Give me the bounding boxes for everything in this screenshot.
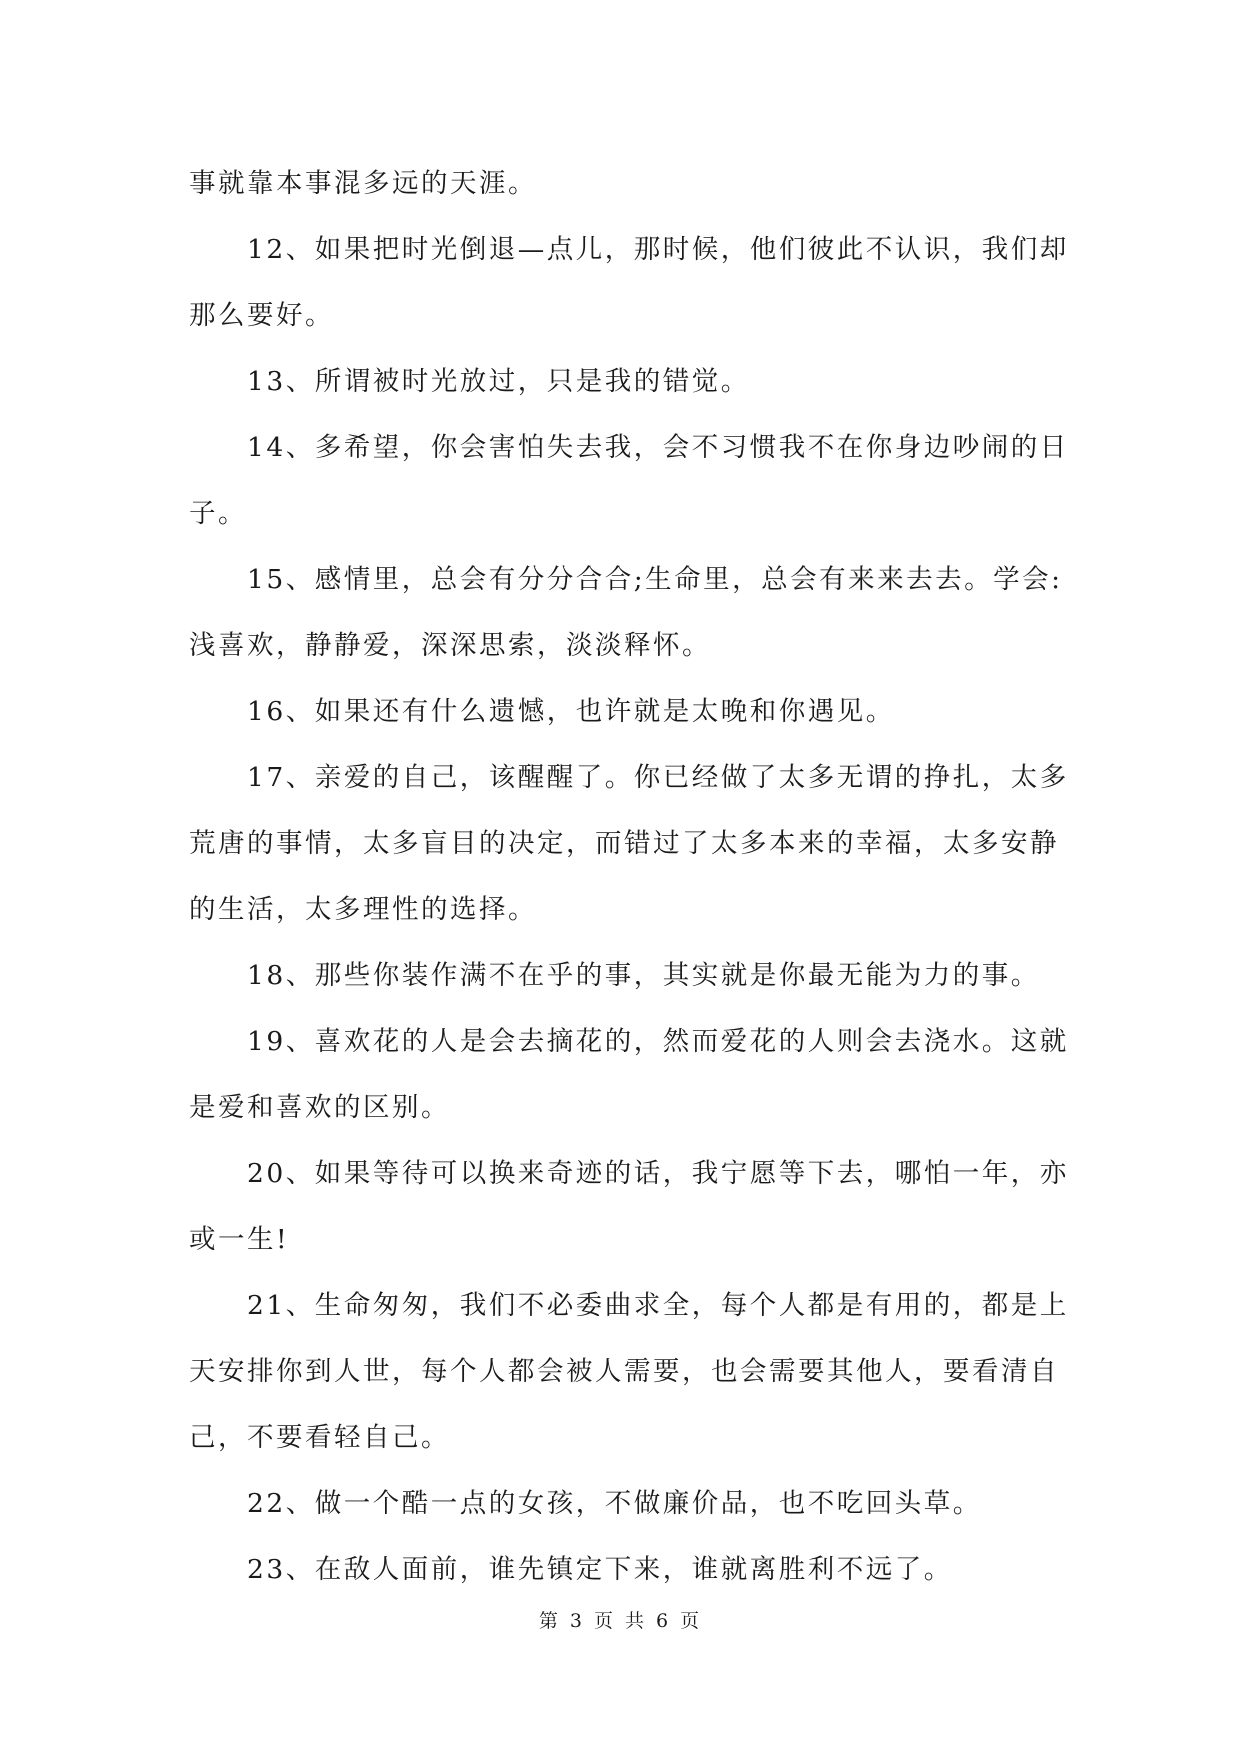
text-line: 19、喜欢花的人是会去摘花的，然而爱花的人则会去浇水。这就 <box>247 1026 1069 1057</box>
text-line: 子。 <box>189 498 247 529</box>
text-line: 荒唐的事情，太多盲目的决定，而错过了太多本来的幸福，太多安静 <box>189 828 1059 859</box>
text-line: 是爱和喜欢的区别。 <box>189 1092 450 1123</box>
text-line: 16、如果还有什么遗憾，也许就是太晚和你遇见。 <box>247 696 895 727</box>
text-line: 那么要好。 <box>189 300 334 331</box>
text-line: 事就靠本事混多远的天涯。 <box>189 168 537 199</box>
text-line: 的生活，太多理性的选择。 <box>189 894 537 925</box>
text-line: 17、亲爱的自己，该醒醒了。你已经做了太多无谓的挣扎，太多 <box>247 762 1069 793</box>
text-line: 或一生! <box>189 1224 290 1255</box>
text-line: 12、如果把时光倒退—点儿，那时候，他们彼此不认识，我们却 <box>247 234 1069 265</box>
text-line: 天安排你到人世，每个人都会被人需要，也会需要其他人，要看清自 <box>189 1356 1059 1387</box>
text-line: 己，不要看轻自己。 <box>189 1422 450 1453</box>
text-line: 18、那些你装作满不在乎的事，其实就是你最无能为力的事。 <box>247 960 1040 991</box>
text-line: 20、如果等待可以换来奇迹的话，我宁愿等下去，哪怕一年，亦 <box>247 1158 1069 1189</box>
document-body <box>189 151 1069 1603</box>
text-line: 22、做一个酷一点的女孩，不做廉价品，也不吃回头草。 <box>247 1488 982 1519</box>
text-line: 浅喜欢，静静爱，深深思索，淡淡释怀。 <box>189 630 711 661</box>
text-line: 21、生命匆匆，我们不必委曲求全，每个人都是有用的，都是上 <box>247 1290 1069 1321</box>
text-line: 23、在敌人面前，谁先镇定下来，谁就离胜利不远了。 <box>247 1554 953 1585</box>
text-line: 15、感情里，总会有分分合合;生命里，总会有来来去去。学会: <box>247 564 1063 595</box>
text-line: 13、所谓被时光放过，只是我的错觉。 <box>247 366 750 397</box>
text-line: 14、多希望，你会害怕失去我，会不习惯我不在你身边吵闹的日 <box>247 432 1069 463</box>
page-number-footer: 第 3 页 共 6 页 <box>538 1610 703 1632</box>
